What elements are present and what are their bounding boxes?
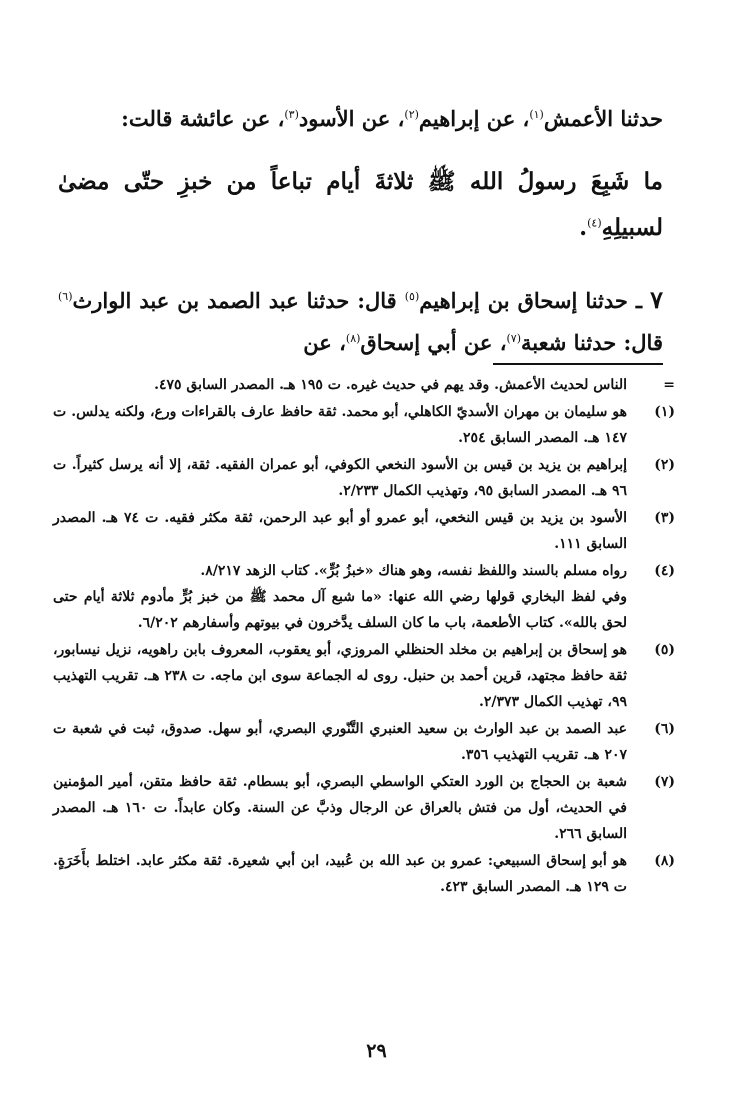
isnad-text: قال: حدثنا شعبة — [521, 330, 663, 355]
footnote-text: إبراهيم بن يزيد بن قيس بن الأسود النخعي الكوفي، أبو عمران الفقيه. ثقة، إلا أنه يرسل كثيراً. ت ٩٦ هـ. المصدر السابق ٩٥، وتهذيب الكمال ٢/٢٣٣. — [53, 457, 627, 499]
matn-text: ما شَبِعَ رسولُ الله ﷺ ثلاثةَ أيام تباعاً من خبزِ حتّى مضىٰ لسبيلِهِ — [58, 168, 663, 241]
footnote-ref[interactable]: (١) — [529, 108, 544, 121]
footnote-marker: (٨) — [654, 853, 675, 869]
hadith-number: ٧ — [650, 285, 663, 314]
isnad-text: قال: حدثنا عبد الصمد بن عبد الوارث — [72, 288, 405, 313]
footnote-ref[interactable]: (٥) — [404, 290, 420, 303]
footnote-marker: (٦) — [654, 721, 675, 737]
footnotes-list — [53, 372, 673, 901]
footnote-1 — [53, 399, 673, 451]
footnote-text: الأسود بن يزيد بن قيس النخعي، أبو عمرو أو أبو عبد الرحمن، ثقة مكثر فقيه. ت ٧٤ هـ. المصدر السابق ١١١. — [53, 510, 627, 552]
footnote-marker: (٤) — [654, 563, 675, 579]
footnote-text: رواه مسلم بالسند واللفظ نفسه، وهو هناك «خبزُ بُرٍّ». كتاب الزهد ٨/٢١٧. — [200, 563, 627, 579]
footnote-6 — [53, 716, 673, 768]
footnote-4 — [53, 558, 673, 636]
footnote-text: هو أبو إسحاق السبيعي: عمرو بن عبد الله بن عُبيد، ابن أبي شعيرة. ثقة مكثر عابد. اختلط بأَخَرَةٍ. ت ١٢٩ هـ. المصدر السابق ٤٢٣. — [53, 853, 627, 895]
hadith-matn — [58, 159, 663, 251]
isnad-text: ، عن إبراهيم — [418, 106, 530, 131]
isnad-text: حدثنا الأعمش — [543, 106, 663, 131]
footnote-marker: (٥) — [654, 642, 675, 658]
footnote-text: الناس لحديث الأعمش. وقد يهم في حديث غيره. ت ١٩٥ هـ. المصدر السابق ٤٧٥. — [154, 377, 627, 393]
isnad-text: ـ حدثنا إسحاق بن إبراهيم — [419, 288, 651, 313]
footnote-continuation — [53, 372, 673, 398]
footnote-marker: (٧) — [654, 774, 675, 790]
footnote-divider — [493, 363, 663, 365]
footnote-marker: (١) — [654, 404, 675, 420]
footnote-text: هو سليمان بن مهران الأسديّ الكاهلي، أبو محمد. ثقة حافظ عارف بالقراءات ورع، ولكنه يدلس. ت ١٤٧ هـ. المصدر السابق ٢٥٤. — [53, 404, 627, 446]
isnad-text: ، عن الأسود — [298, 106, 405, 131]
footnote-marker: (٣) — [654, 510, 675, 526]
page-number: ٢٩ — [366, 1040, 387, 1062]
footnote-ref[interactable]: (٧) — [506, 332, 522, 345]
isnad-intro — [58, 99, 663, 139]
footnote-marker: (٢) — [654, 457, 675, 473]
footnote-text: شعبة بن الحجاج بن الورد العتكي الواسطي البصري، أبو بسطام. ثقة حافظ متقن، أمير المؤمنين في الحديث، أول من فتش بالعراق عن الرجال وذبَّ عن السنة. وكان عابداً. ت ١٦٠ هـ. المصدر السابق ٢٦٦. — [53, 774, 628, 842]
footnote-2 — [53, 452, 673, 504]
hadith-7 — [58, 279, 663, 364]
footnote-3 — [53, 505, 673, 557]
footnote-ref[interactable]: (٤) — [587, 216, 602, 230]
footnote-text: وفي لفظ البخاري قولها رضي الله عنها: «ما شبع آل محمد ﷺ من خبز بُرٍّ مأدوم ثلاثة أيام حتى لحق بالله». كتاب الأطعمة، باب ما كان السلف يدَّخرون في بيوتهم وأسفارهم ٦/٢٠٢. — [53, 589, 627, 631]
footnote-text: هو إسحاق بن إبراهيم بن مخلد الحنظلي المروزي، أبو يعقوب، المعروف بابن راهويه، نزيل نيسابور، ثقة حافظ مجتهد، قرين أحمد بن حنبل. روى له الجماعة سوى ابن ماجه. ت ٢٣٨ هـ. تقريب التهذيب ٩٩، تهذيب الكمال ٢/٣٧٣. — [53, 642, 627, 710]
matn-end: . — [579, 214, 588, 241]
footnote-ref[interactable]: (٦) — [58, 290, 73, 303]
footnote-marker: = — [663, 377, 675, 393]
footnote-ref[interactable]: (٨) — [345, 332, 361, 345]
footnote-8 — [53, 848, 673, 900]
footnote-5 — [53, 637, 673, 715]
footnote-text: عبد الصمد بن عبد الوارث بن سعيد العنبري التَّنّوري البصري، أبو سهل. صدوق، ثبت في شعبة ت ٢٠٧ هـ. تقريب التهذيب ٣٥٦. — [53, 721, 627, 763]
isnad-text: ، عن عائشة قالت: — [121, 106, 285, 131]
footnote-ref[interactable]: (٢) — [404, 108, 419, 121]
footnote-7 — [53, 769, 673, 847]
footnote-ref[interactable]: (٣) — [284, 108, 299, 121]
isnad-text: ، عن أبي إسحاق — [360, 330, 507, 355]
isnad-text: ، عن — [303, 330, 346, 355]
